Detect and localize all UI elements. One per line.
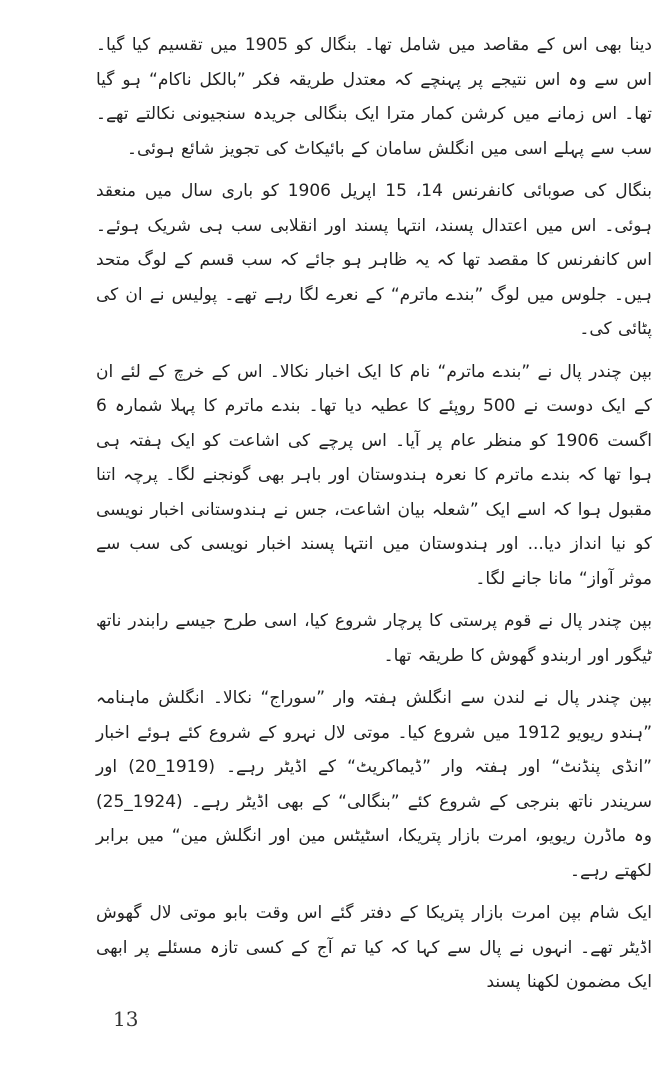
paragraph-editorships: بپن چندر پال نے لندن سے انگلش ہفتہ وار ”سوراج“ نکالا۔ انگلش ماہنامہ ”ہندو ریویو 1912 میں شروع کیا۔ موتی لال نہرو کے شروع کئے ہوئے اخبار ”انڈی پنڈنٹ“ اور ہفتہ وار ”ڈیماکریٹ“ کے اڈیٹر رہے۔ (1919_20) اور سریندر ناتھ بنرجی کے شروع کئے ”بنگالی“ کے بھی اڈیٹر رہے۔ (1924_25) وہ ماڈرن ریویو، امرت بازار پتریکا، اسٹیٹس مین اور انگلش مین“ میں برابر لکھتے رہے۔ <box>96 688 653 881</box>
page-body <box>96 28 652 1000</box>
paragraph-bande-mataram-newspaper: بپن چندر پال نے ”بندے ماترم“ نام کا ایک اخبار نکالا۔ اس کے خرچ کے لئے ان کے ایک دوست نے 500 روپئے کا عطیہ دیا تھا۔ بندے ماترم کا پہلا شمارہ 6 اگست 1906 کو منظر عام پر آیا۔ اس پرچے کی اشاعت کو ایک ہفتہ ہی ہوا تھا کہ بندے ماترم کا نعرہ ہندوستان اور باہر بھی گونجنے لگا۔ پرچہ اتنا مقبول ہوا کہ اسے ایک ”شعلہ بیان اشاعت، جس نے ہندوستانی اخبار نویسی کو نیا انداز دیا... اور ہندوستان میں انتہا پسند اخبار نویسی کی سب سے موثر آواز“ مانا جانے لگا۔ <box>96 361 653 589</box>
paragraph-provincial-conference: بنگال کی صوبائی کانفرنس 14، 15 اپریل 1906 کو باری سال میں منعقد ہوئی۔ اس میں اعتدال پسند، انتہا پسند اور انقلابی سب ہی شریک ہوئے۔ اس کانفرنس کا مقصد تھا کہ یہ ظاہر ہو جائے کہ سب قسم کے لوگ متحد ہیں۔ جلوس میں لوگ ”بندے ماترم“ کے نعرے لگا رہے تھے۔ پولیس نے ان کی پٹائی کی۔ <box>96 181 652 339</box>
page-number: 13 <box>113 1007 139 1031</box>
paragraph-nationalism: بپن چندر پال نے قوم پرستی کا پرچار شروع کیا، اسی طرح جیسے رابندر ناتھ ٹیگور اور اربندو گھوش کا طریقہ تھا۔ <box>96 611 652 666</box>
paragraph-partition-boycott: دینا بھی اس کے مقاصد میں شامل تھا۔ بنگال کو 1905 میں تقسیم کیا گیا۔ اس سے وہ اس نتیجے پر پہنچے کہ معتدل طریقہ فکر ”بالکل ناکام“ ہو گیا تھا۔ اس زمانے میں کرشن کمار مترا ایک بنگالی جریدہ سنجیونی نکالتے تھے۔ سب سے پہلے اسی میں انگلش سامان کے بائیکاٹ کی تجویز شائع ہوئی۔ <box>96 35 653 159</box>
paragraph-amrita-bazar-visit: ایک شام بپن امرت بازار پتریکا کے دفتر گئے اس وقت بابو موتی لال گھوش اڈیٹر تھے۔ انہوں نے پال سے کہا کہ کیا تم آج کے کسی تازہ مسئلے پر ابھی ایک مضمون لکھنا پسند <box>96 903 652 992</box>
